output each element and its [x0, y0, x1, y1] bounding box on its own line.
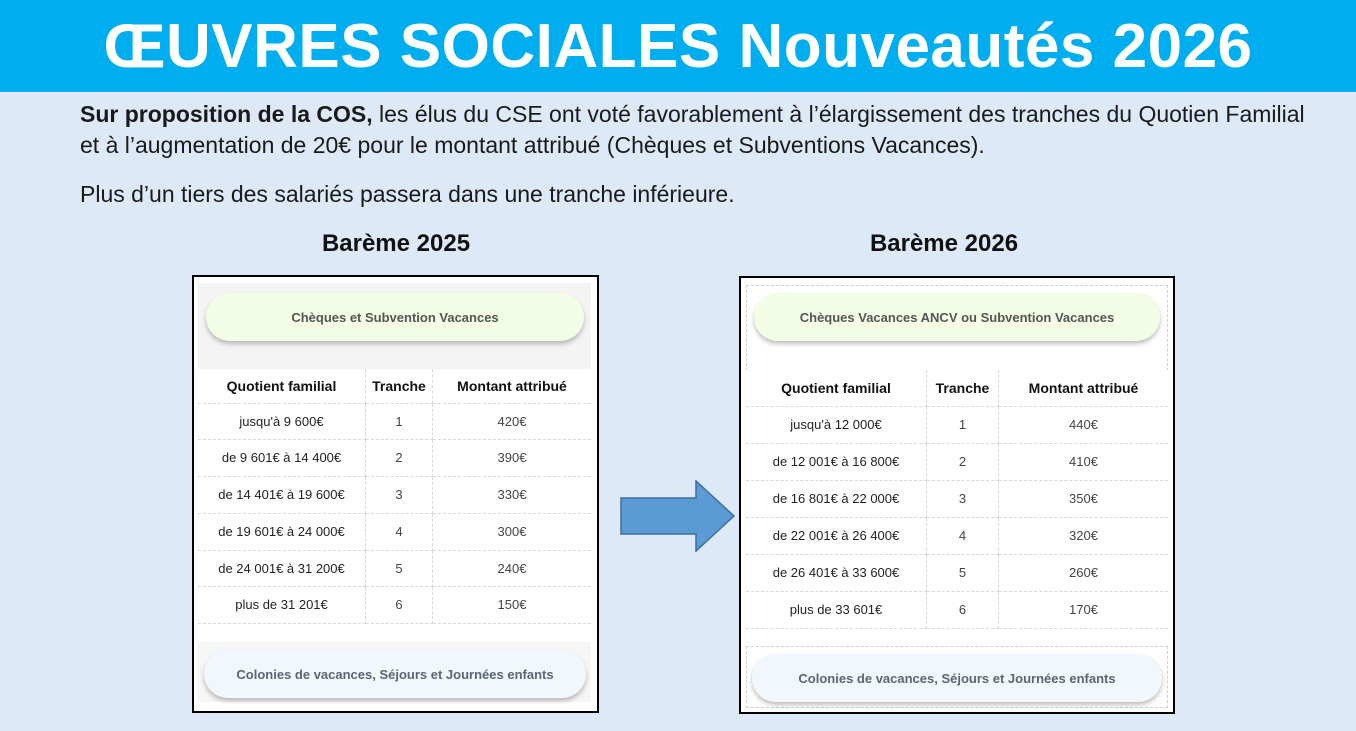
table-header-row — [198, 369, 591, 403]
cell-tranche: 2 — [366, 439, 433, 476]
cell-tranche: 6 — [927, 591, 999, 628]
cell-tranche: 1 — [366, 403, 433, 439]
cell-quotient: jusqu'à 9 600€ — [198, 403, 366, 439]
colonies-vacances-button[interactable]: Colonies de vacances, Séjours et Journées enfants — [752, 654, 1162, 702]
intro-paragraph-2: Plus d’un tiers des salariés passera dans une tranche inférieure. — [80, 181, 735, 207]
cell-quotient: de 14 401€ à 19 600€ — [198, 476, 366, 513]
intro-lead-bold: Sur proposition de la COS, — [80, 101, 373, 127]
bareme-2025-panel — [192, 275, 599, 713]
table-row — [746, 480, 1168, 517]
cell-montant: 390€ — [433, 439, 592, 476]
table-row — [198, 513, 591, 550]
cell-quotient: de 22 001€ à 26 400€ — [746, 517, 927, 554]
intro-paragraph-1 — [80, 99, 1320, 161]
bareme-2025-title: Barème 2025 — [321, 230, 471, 257]
table-row — [746, 591, 1168, 628]
cell-quotient: plus de 33 601€ — [746, 591, 927, 628]
cell-montant: 150€ — [433, 586, 592, 623]
header-montant: Montant attribué — [433, 369, 592, 403]
cell-quotient: de 9 601€ à 14 400€ — [198, 439, 366, 476]
table-row — [198, 439, 591, 476]
cell-montant: 420€ — [433, 403, 592, 439]
cell-tranche: 5 — [366, 550, 433, 586]
table-row — [746, 517, 1168, 554]
cell-montant: 170€ — [999, 591, 1169, 628]
table-row — [746, 554, 1168, 591]
cell-tranche: 4 — [366, 513, 433, 550]
header-tranche: Tranche — [366, 369, 433, 403]
cell-montant: 410€ — [999, 443, 1169, 480]
table-row — [198, 550, 591, 586]
cell-tranche: 1 — [927, 406, 999, 443]
cell-quotient: de 26 401€ à 33 600€ — [746, 554, 927, 591]
bareme-2026-panel — [739, 276, 1175, 714]
bareme-2025-table — [198, 369, 591, 624]
cell-quotient: jusqu'à 12 000€ — [746, 406, 927, 443]
cell-tranche: 3 — [927, 480, 999, 517]
intro-lead-rest: les élus du CSE ont voté favorablement à l’élargissement des tranches du Quotien Familial et à l’augmentation de 20€ pour le montant attribué (Chèques et Subventions Vacances). — [80, 101, 1305, 158]
cell-quotient: de 16 801€ à 22 000€ — [746, 480, 927, 517]
cell-quotient: de 19 601€ à 24 000€ — [198, 513, 366, 550]
cheques-subvention-button[interactable]: Chèques et Subvention Vacances — [206, 293, 584, 341]
cell-quotient: de 24 001€ à 31 200€ — [198, 550, 366, 586]
cell-montant: 320€ — [999, 517, 1169, 554]
cell-montant: 330€ — [433, 476, 592, 513]
page-title: ŒUVRES SOCIALES Nouveautés 2026 — [103, 11, 1253, 81]
table-header-row — [746, 370, 1168, 406]
cell-montant: 240€ — [433, 550, 592, 586]
table-row — [746, 406, 1168, 443]
cell-quotient: plus de 31 201€ — [198, 586, 366, 623]
table-row — [198, 476, 591, 513]
right-arrow-icon — [620, 480, 736, 552]
header-quotient: Quotient familial — [198, 369, 366, 403]
bareme-2026-table — [746, 370, 1168, 629]
cheques-ancv-button[interactable]: Chèques Vacances ANCV ou Subvention Vacances — [754, 293, 1160, 341]
header-tranche: Tranche — [927, 370, 999, 406]
colonies-vacances-button[interactable]: Colonies de vacances, Séjours et Journées enfants — [204, 650, 586, 698]
header-montant: Montant attribué — [999, 370, 1169, 406]
cell-tranche: 2 — [927, 443, 999, 480]
cell-tranche: 4 — [927, 517, 999, 554]
cell-tranche: 5 — [927, 554, 999, 591]
cell-montant: 350€ — [999, 480, 1169, 517]
title-banner — [0, 0, 1356, 92]
intro-text — [80, 99, 1320, 210]
header-quotient: Quotient familial — [746, 370, 927, 406]
cell-tranche: 6 — [366, 586, 433, 623]
table-row — [198, 403, 591, 439]
table-row — [198, 586, 591, 623]
cell-montant: 300€ — [433, 513, 592, 550]
cell-tranche: 3 — [366, 476, 433, 513]
table-row — [746, 443, 1168, 480]
cell-quotient: de 12 001€ à 16 800€ — [746, 443, 927, 480]
bareme-2026-title: Barème 2026 — [869, 230, 1019, 257]
cell-montant: 440€ — [999, 406, 1169, 443]
cell-montant: 260€ — [999, 554, 1169, 591]
